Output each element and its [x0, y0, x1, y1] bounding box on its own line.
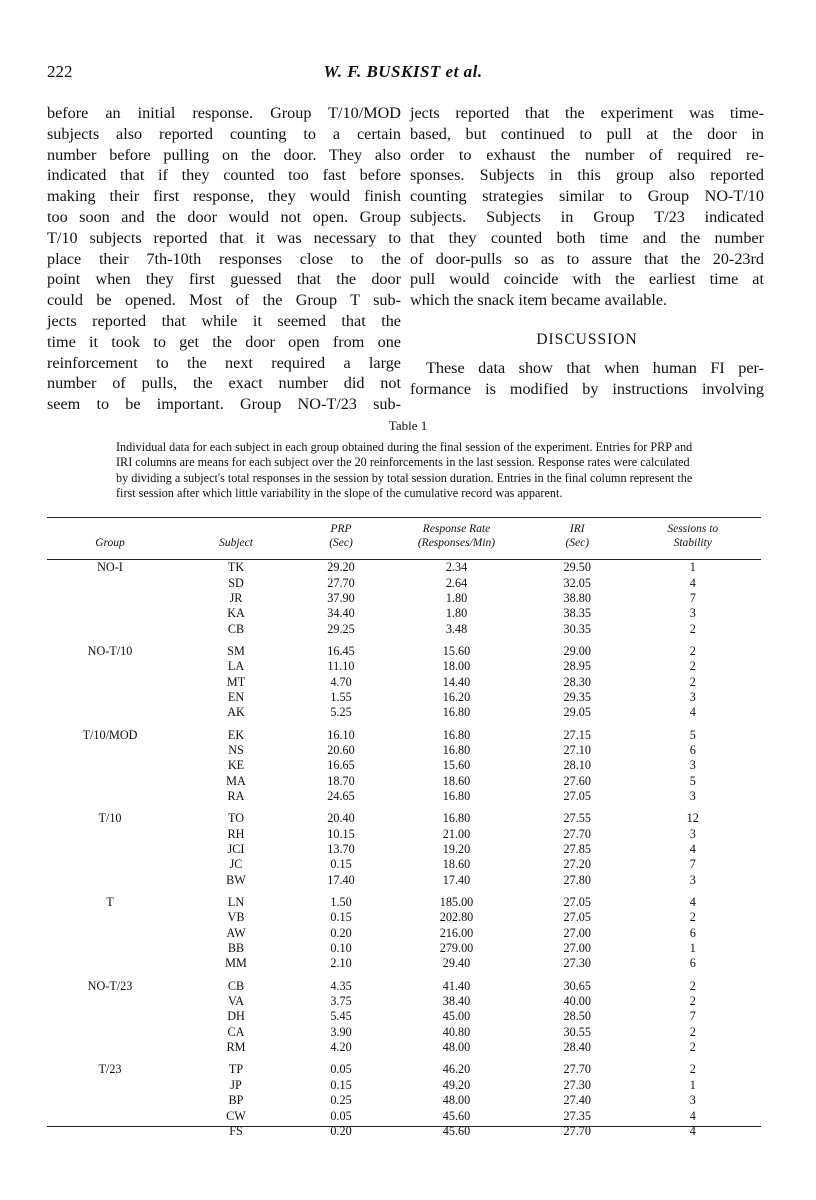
cell-iri: 27.35 [563, 1108, 591, 1123]
cell-group [47, 1093, 173, 1108]
cell-iri: 40.00 [563, 994, 591, 1009]
table-row [47, 1078, 761, 1093]
body-line: jects reported that the experiment was time- [410, 104, 764, 122]
table-row [47, 606, 761, 621]
cell-iri: 27.40 [563, 1093, 591, 1108]
cell-iri: 30.55 [563, 1024, 591, 1039]
cell-subject: VB [227, 910, 245, 925]
table-row [47, 956, 761, 971]
cell-group [47, 743, 173, 758]
cell-subject: LA [227, 659, 245, 674]
cell-prp: 0.15 [330, 857, 352, 872]
table-header-row [47, 522, 761, 556]
cell-sessions: 4 [689, 1108, 696, 1123]
cell-prp: 20.40 [327, 811, 355, 826]
table-row [47, 910, 761, 925]
page-header [47, 62, 759, 86]
table-row [47, 773, 761, 788]
cell-iri: 27.15 [563, 727, 591, 742]
discussion-heading: DISCUSSION [536, 330, 638, 348]
cell-sessions: 1 [689, 1077, 696, 1092]
cell-response-rate: 17.40 [442, 872, 471, 887]
cell-prp: 0.10 [330, 941, 352, 956]
cell-response-rate: 15.60 [442, 643, 471, 658]
cell-group [47, 926, 173, 941]
cell-sessions: 6 [689, 742, 696, 757]
cell-group [47, 857, 173, 872]
body-line: reinforcement to the next required a large [47, 353, 401, 372]
cell-response-rate: 29.40 [442, 956, 471, 971]
table-row [47, 827, 761, 842]
cell-response-rate: 49.20 [442, 1077, 471, 1092]
cell-subject: TK [227, 560, 245, 575]
cell-sessions: 5 [689, 773, 696, 788]
cell-group [47, 705, 173, 720]
cell-subject: JC [229, 857, 243, 872]
cell-iri: 27.05 [563, 910, 591, 925]
table-row [47, 705, 761, 720]
cell-group [47, 1108, 173, 1123]
body-line: number of pulls, the exact number did not [47, 374, 401, 393]
cell-response-rate: 41.40 [442, 978, 471, 993]
table-top-rule [47, 517, 761, 518]
cell-subject: CW [226, 1108, 246, 1123]
table-row [47, 556, 761, 575]
table-row [47, 743, 761, 758]
cell-prp: 16.45 [327, 643, 355, 658]
cell-response-rate: 14.40 [442, 674, 471, 689]
body-line: could be opened. Most of the Group T sub- [47, 291, 401, 310]
cell-response-rate: 202.80 [439, 910, 474, 925]
cell-iri: 27.70 [563, 826, 591, 841]
cell-iri: 27.05 [563, 895, 591, 910]
cell-subject: TP [228, 1062, 244, 1077]
cell-group: T/23 [98, 1062, 122, 1077]
table-row [47, 789, 761, 804]
cell-prp: 20.60 [327, 742, 355, 757]
cell-subject: RM [226, 1040, 246, 1055]
cell-iri: 28.10 [563, 758, 591, 773]
cell-subject: JR [229, 590, 243, 605]
cell-response-rate: 16.80 [442, 727, 471, 742]
cell-group [47, 1009, 173, 1024]
cell-prp: 10.15 [327, 826, 355, 841]
table-row [47, 637, 761, 659]
table-row [47, 1009, 761, 1024]
cell-group [47, 910, 173, 925]
cell-prp: 3.90 [330, 1024, 352, 1039]
cell-subject: TO [227, 811, 245, 826]
table-row [47, 857, 761, 872]
table-row [47, 972, 761, 994]
cell-response-rate: 46.20 [442, 1062, 471, 1077]
body-line: seem to be important. Group NO-T/23 sub- [47, 395, 401, 414]
cell-prp: 24.65 [327, 788, 355, 803]
cell-sessions: 7 [689, 590, 696, 605]
cell-sessions: 12 [686, 811, 699, 826]
cell-group [47, 956, 173, 971]
cell-iri: 28.30 [563, 674, 591, 689]
cell-response-rate: 16.80 [442, 788, 471, 803]
cell-response-rate: 21.00 [442, 826, 471, 841]
cell-group [47, 842, 173, 857]
cell-response-rate: 185.00 [439, 895, 474, 910]
cell-sessions: 6 [689, 956, 696, 971]
cell-sessions: 2 [689, 978, 696, 993]
cell-sessions: 1 [689, 941, 696, 956]
cell-prp: 0.20 [330, 925, 352, 940]
table-row [47, 1025, 761, 1040]
cell-sessions: 5 [689, 727, 696, 742]
cell-response-rate: 16.80 [442, 811, 471, 826]
cell-group [47, 994, 173, 1009]
cell-prp: 4.70 [330, 674, 352, 689]
body-line: subjects. Subjects in Group T/23 indicated [410, 207, 764, 226]
body-line: based, but continued to pull at the door in [410, 124, 764, 143]
cell-prp: 0.05 [330, 1062, 352, 1077]
cell-response-rate: 15.60 [442, 758, 471, 773]
cell-iri: 27.20 [563, 857, 591, 872]
table-row [47, 758, 761, 773]
cell-response-rate: 279.00 [439, 941, 474, 956]
body-line: counting strategies similar to Group NO-T/10 [410, 187, 764, 206]
cell-prp: 4.20 [330, 1040, 352, 1055]
cell-subject: MT [226, 674, 246, 689]
page-number: 222 [47, 62, 73, 81]
body-line: order to exhaust the number of required re- [410, 145, 764, 164]
cell-sessions: 6 [689, 925, 696, 940]
cell-iri: 30.35 [563, 621, 591, 636]
cell-iri: 28.50 [563, 1009, 591, 1024]
table-row [47, 575, 761, 590]
cell-group [47, 575, 173, 590]
cell-group [47, 659, 173, 674]
cell-group [47, 1040, 173, 1055]
cell-iri: 27.85 [563, 842, 591, 857]
cell-subject: MA [226, 773, 246, 788]
col-header-response-rate: Response Rate (Responses/Min) [417, 523, 496, 549]
cell-response-rate: 19.20 [442, 842, 471, 857]
cell-iri: 29.00 [563, 643, 591, 658]
cell-subject: LN [227, 895, 245, 910]
col-header-sessions: Sessions to Stability [667, 523, 719, 549]
table-row [47, 1108, 761, 1123]
cell-group: T [106, 895, 114, 910]
table-row [47, 674, 761, 689]
cell-response-rate: 1.80 [445, 606, 468, 621]
cell-sessions: 3 [689, 689, 696, 704]
cell-group: T/10/MOD [82, 727, 138, 742]
cell-iri: 29.35 [563, 689, 591, 704]
cell-group [47, 606, 173, 621]
right-column [410, 103, 764, 399]
cell-iri: 27.05 [563, 788, 591, 803]
cell-response-rate: 48.00 [442, 1093, 471, 1108]
body-line: formance is modified by instructions involving [410, 379, 764, 398]
cell-group: NO-T/10 [87, 643, 133, 658]
table-row [47, 659, 761, 674]
body-line: indicated that if they counted too fast before [47, 166, 401, 185]
cell-prp: 0.15 [330, 910, 352, 925]
cell-group [47, 873, 173, 888]
body-line: time it took to get the door open from one [47, 332, 401, 351]
table-row [47, 926, 761, 941]
cell-subject: BP [228, 1093, 244, 1108]
cell-subject: KE [227, 758, 245, 773]
table-row [47, 873, 761, 888]
cell-prp: 27.70 [327, 575, 355, 590]
cell-iri: 27.55 [563, 811, 591, 826]
cell-prp: 11.10 [327, 659, 355, 674]
table-row [47, 1055, 761, 1077]
data-table [47, 522, 761, 1139]
cell-sessions: 3 [689, 788, 696, 803]
cell-response-rate: 16.80 [442, 742, 471, 757]
body-line: T/10 subjects reported that it was necessary to [47, 228, 401, 247]
cell-iri: 27.00 [563, 941, 591, 956]
cell-subject: BB [227, 941, 245, 956]
cell-response-rate: 16.80 [442, 705, 471, 720]
body-line: of door-pulls so as to assure that the 20-23rd [410, 249, 764, 268]
body-line: that they counted both time and the number [410, 228, 764, 247]
cell-group [47, 941, 173, 956]
cell-iri: 38.35 [563, 606, 591, 621]
table-caption: Individual data for each subject in each group obtained during the final session of the experiment. Entries for PRP and IRI columns are means for each subject over the 20 reinforcements in the last session. Response rates were calculated by dividing a subject's total responses in the session by total session duration. Entries in the final column represent the first session after which little variability in the slope of the cumulative record was apparent. [116, 440, 693, 501]
cell-prp: 29.20 [327, 560, 355, 575]
cell-iri: 32.05 [563, 575, 591, 590]
cell-prp: 0.15 [330, 1077, 352, 1092]
cell-group [47, 827, 173, 842]
cell-response-rate: 38.40 [442, 994, 471, 1009]
cell-iri: 27.30 [563, 956, 591, 971]
cell-sessions: 4 [689, 842, 696, 857]
cell-group: NO-I [97, 560, 123, 575]
cell-prp: 0.05 [330, 1108, 352, 1123]
cell-response-rate: 2.64 [445, 575, 468, 590]
cell-subject: CB [227, 621, 245, 636]
cell-subject: SD [228, 575, 244, 590]
table-row [47, 1040, 761, 1055]
cell-iri: 28.40 [563, 1040, 591, 1055]
cell-subject: FS [229, 1123, 243, 1138]
cell-sessions: 2 [689, 674, 696, 689]
cell-response-rate: 18.00 [442, 659, 471, 674]
col-header-prp: PRP (Sec) [329, 523, 353, 549]
cell-iri: 27.30 [563, 1077, 591, 1092]
cell-sessions: 3 [689, 1093, 696, 1108]
cell-subject: JP [230, 1077, 242, 1092]
table-title: Table 1 [388, 418, 428, 433]
col-header-iri: IRI (Sec) [565, 523, 590, 549]
cell-prp: 1.50 [330, 895, 352, 910]
table-row [47, 804, 761, 826]
cell-subject: RA [227, 788, 245, 803]
cell-prp: 1.55 [330, 689, 352, 704]
body-line: too soon and the door would not open. Group [47, 207, 401, 226]
table-row [47, 591, 761, 606]
cell-subject: EN [227, 689, 245, 704]
cell-group [47, 690, 173, 705]
cell-iri: 27.80 [563, 872, 591, 887]
cell-response-rate: 3.48 [445, 621, 468, 636]
cell-sessions: 3 [689, 606, 696, 621]
cell-sessions: 2 [689, 1024, 696, 1039]
cell-sessions: 2 [689, 659, 696, 674]
running-title: W. F. BUSKIST et al. [323, 62, 483, 81]
body-line: which the snack item became available. [410, 291, 668, 310]
cell-sessions: 1 [689, 560, 696, 575]
cell-prp: 16.65 [327, 758, 355, 773]
cell-sessions: 3 [689, 872, 696, 887]
cell-subject: BW [226, 872, 246, 887]
cell-sessions: 4 [689, 895, 696, 910]
cell-prp: 3.75 [330, 994, 352, 1009]
cell-prp: 0.20 [330, 1123, 352, 1138]
table-row [47, 1124, 761, 1139]
cell-response-rate: 18.60 [442, 773, 471, 788]
body-line: point when they first guessed that the door [47, 270, 401, 289]
cell-subject: JCI [227, 842, 245, 857]
cell-iri: 30.65 [563, 978, 591, 993]
cell-subject: VA [227, 994, 245, 1009]
col-header-group: Group [95, 537, 125, 549]
body-line: before an initial response. Group T/10/MOD [47, 104, 401, 122]
body-line: jects reported that while it seemed that the [47, 311, 401, 330]
cell-group [47, 591, 173, 606]
body-line: pull would coincide with the earliest time at [410, 270, 764, 289]
cell-iri: 38.80 [563, 590, 591, 605]
cell-subject: CB [227, 978, 245, 993]
cell-group [47, 773, 173, 788]
table-row [47, 842, 761, 857]
col-header-subject: Subject [219, 537, 253, 549]
cell-subject: CA [227, 1024, 245, 1039]
cell-prp: 18.70 [327, 773, 355, 788]
cell-group [47, 758, 173, 773]
cell-response-rate: 45.60 [442, 1108, 471, 1123]
cell-response-rate: 1.80 [445, 590, 468, 605]
cell-sessions: 4 [689, 1123, 696, 1138]
cell-sessions: 3 [689, 758, 696, 773]
body-line: place their 7th-10th responses close to the [47, 249, 401, 268]
cell-subject: NS [228, 742, 244, 757]
cell-prp: 29.25 [327, 621, 355, 636]
cell-prp: 4.35 [330, 978, 352, 993]
cell-sessions: 2 [689, 910, 696, 925]
cell-prp: 16.10 [327, 727, 355, 742]
cell-sessions: 3 [689, 826, 696, 841]
cell-response-rate: 45.60 [442, 1123, 471, 1138]
table-row [47, 621, 761, 636]
body-line: subjects also reported counting to a certain [47, 124, 401, 143]
body-line: number before pulling on the door. They also [47, 145, 401, 164]
cell-sessions: 2 [689, 643, 696, 658]
cell-iri: 28.95 [563, 659, 591, 674]
cell-iri: 27.70 [563, 1123, 591, 1138]
cell-prp: 34.40 [327, 606, 355, 621]
table-row [47, 941, 761, 956]
table-row [47, 888, 761, 910]
cell-prp: 5.25 [330, 705, 352, 720]
cell-group [47, 621, 173, 636]
cell-sessions: 7 [689, 857, 696, 872]
cell-iri: 29.05 [563, 705, 591, 720]
cell-sessions: 2 [689, 1040, 696, 1055]
cell-sessions: 2 [689, 994, 696, 1009]
body-line: making their first response, they would finish [47, 187, 401, 206]
table-row [47, 720, 761, 742]
cell-subject: MM [225, 956, 247, 971]
table-row [47, 994, 761, 1009]
cell-prp: 0.25 [330, 1093, 352, 1108]
cell-subject: SM [227, 643, 245, 658]
cell-group [47, 1078, 173, 1093]
cell-prp: 13.70 [327, 842, 355, 857]
cell-sessions: 2 [689, 621, 696, 636]
cell-response-rate: 16.20 [442, 689, 471, 704]
cell-group [47, 789, 173, 804]
table-row [47, 1093, 761, 1108]
cell-group [47, 1124, 173, 1139]
cell-iri: 27.60 [563, 773, 591, 788]
cell-sessions: 4 [689, 575, 696, 590]
cell-sessions: 4 [689, 705, 696, 720]
cell-group: NO-T/23 [87, 978, 133, 993]
cell-group [47, 1025, 173, 1040]
cell-response-rate: 216.00 [439, 925, 474, 940]
cell-prp: 5.45 [330, 1009, 352, 1024]
cell-response-rate: 40.80 [442, 1024, 471, 1039]
cell-response-rate: 18.60 [442, 857, 471, 872]
cell-iri: 29.50 [563, 560, 591, 575]
cell-prp: 17.40 [327, 872, 355, 887]
cell-iri: 27.70 [563, 1062, 591, 1077]
cell-response-rate: 2.34 [445, 560, 468, 575]
table-row [47, 690, 761, 705]
cell-subject: KA [227, 606, 245, 621]
cell-group [47, 674, 173, 689]
cell-subject: DH [227, 1009, 245, 1024]
cell-subject: RH [227, 826, 245, 841]
cell-subject: AK [227, 705, 245, 720]
cell-group: T/10 [98, 811, 122, 826]
cell-sessions: 2 [689, 1062, 696, 1077]
cell-iri: 27.00 [563, 925, 591, 940]
body-line: sponses. Subjects in this group also reported [410, 166, 764, 185]
cell-sessions: 7 [689, 1009, 696, 1024]
cell-iri: 27.10 [563, 742, 591, 757]
body-line: These data show that when human FI per- [426, 358, 764, 377]
cell-prp: 37.90 [327, 590, 355, 605]
left-column [47, 103, 401, 415]
cell-response-rate: 48.00 [442, 1040, 471, 1055]
cell-prp: 2.10 [330, 956, 352, 971]
cell-subject: EK [227, 727, 245, 742]
cell-subject: AW [226, 925, 246, 940]
cell-response-rate: 45.00 [442, 1009, 471, 1024]
